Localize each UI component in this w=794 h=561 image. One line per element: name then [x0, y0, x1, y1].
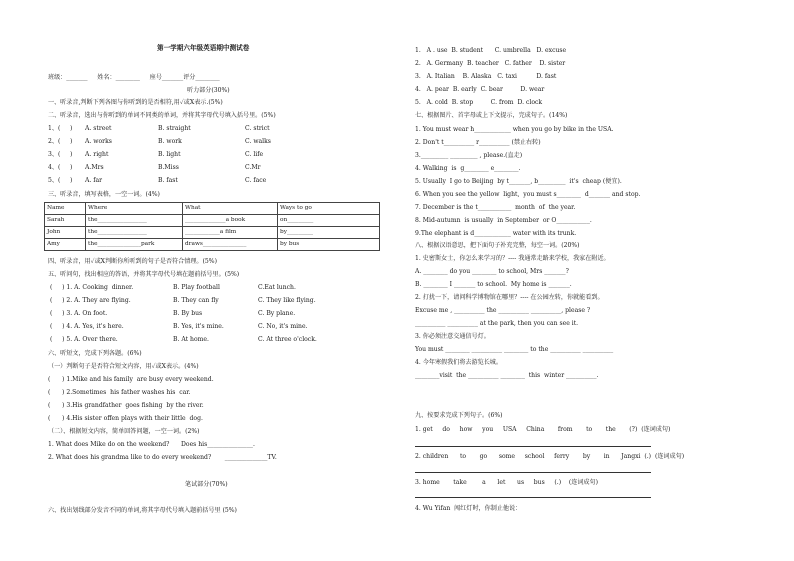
question-number: 2、( )	[48, 138, 73, 145]
option-c: C.Mr	[245, 164, 261, 171]
exam-title: 第一学期六年级英语期中测试卷	[157, 44, 250, 52]
table-cell: the_______________park	[86, 239, 183, 251]
table-header-cell: Name	[45, 203, 86, 215]
question-line: 2. What does his grandma like to do every weekend? ______________TV.	[48, 454, 277, 461]
translation-item: 1. 史密斯女士，你怎么来学习的？---- 我通常走路来学校，我家在附近。	[415, 255, 610, 262]
question-option-a: ( ) 2. A. They are flying.	[50, 297, 131, 304]
section-7-title: 七、根据图片、首字母或上下文提示，完成句子。(14%)	[415, 112, 568, 119]
option-c: C. life	[245, 151, 264, 158]
option-c: C. No, it's mine.	[258, 323, 308, 330]
fill-item: 9.The elephant is d____________ water with its trunk.	[415, 230, 577, 237]
option-b: B. Yes, it's mine.	[173, 323, 224, 330]
translation-item: B. ________ I _______ to school. My home is _______.	[415, 281, 572, 288]
table-header-cell: Where	[86, 203, 183, 215]
fill-item: 6. When you see the yellow light, you must s________ d_______ and stop.	[415, 191, 641, 198]
table-cell: by bus	[278, 239, 380, 251]
reorder-question: 3. home take a let us bus (.) (连词成句)	[415, 479, 598, 486]
table-cell: John	[45, 227, 86, 239]
option-a: A. far	[85, 177, 103, 184]
listening-header: 听力部分(30%)	[187, 87, 230, 94]
option-b: B. fast	[158, 177, 178, 184]
option-b: B. By bus	[173, 310, 203, 317]
question-option-a: ( ) 4. A. Yes, it's here.	[50, 323, 124, 330]
translation-item: 3. 你必须注意交通信号灯。	[415, 333, 490, 340]
phonics-item: 3. A. Italian B. Alaska C. taxi D. fast	[415, 73, 557, 80]
section-6-1-title: （一）判断句子是否符合短文内容，用✓或X表示。(4%)	[48, 363, 199, 370]
option-c: C.Eat lunch.	[258, 284, 296, 291]
table-header-row	[45, 203, 380, 215]
translation-item: A. ________ do you ________ to school, Mrs _______?	[415, 268, 569, 275]
fill-item: 8. Mid-autumn is usually in September or O___________.	[415, 217, 592, 224]
option-b: B. Play football	[173, 284, 220, 291]
section-6-title: 六、听短文，完成下列各题。(6%)	[48, 350, 142, 357]
translation-item: __________ __________ at the park, then you can see it.	[415, 320, 579, 327]
table-cell: ____________a film	[183, 227, 278, 239]
translation-item: You must ________ __________ ________ to the __________ __________	[415, 346, 614, 353]
judge-item: ( ) 2.Sometimes his father washes his car.	[48, 389, 191, 396]
option-a: A.Mrs	[85, 164, 104, 171]
question-option-a: ( ) 3. A. On foot.	[50, 310, 108, 317]
option-b: B. At home.	[173, 336, 209, 343]
question-number: 4、( )	[48, 164, 73, 171]
table-cell: the_________________	[86, 227, 183, 239]
reorder-question: 1. get do how you USA China from to the (?) (连词成句)	[415, 426, 671, 433]
option-b: B. light	[158, 151, 181, 158]
written-header: 笔试部分(70%)	[185, 481, 228, 488]
answer-line	[415, 472, 651, 473]
section-5-title: 五、听问句，找出相应的答语，并将其字母代号填在题前括号里。(5%)	[48, 271, 240, 278]
translation-item: Excuse me , __________ the __________ __________, please ?	[415, 307, 591, 314]
judge-item: ( ) 1.Mike and his family are busy every weekend.	[48, 376, 214, 383]
judge-item: ( ) 3.His grandfather goes fishing by the river.	[48, 402, 204, 409]
section-6-2-title: （二）、根据短文内容，简单回答问题，一空一词。(2%)	[48, 428, 200, 435]
table-cell: ______________a book	[183, 215, 278, 227]
judge-item: ( ) 4.His sister offen plays with their little dog.	[48, 415, 203, 422]
section-4-title: 四、听录音，用✓或X判断你所听到的句子是否符合情理。(5%)	[48, 258, 217, 265]
section-phonics-title: 六、找出划线部分发音不同的单词,将其字母代号填入题前括号里 (5%)	[48, 507, 237, 514]
section-8-title: 八、根据汉语意思，把下面句子补充完整，每空一词。(20%)	[415, 242, 580, 249]
reorder-question: 2. children to go some school ferry by in Jangxi (.) (连词成句)	[415, 453, 685, 460]
question-option-a: ( ) 1. A. Cooking dinner.	[50, 284, 134, 291]
question-option-a: ( ) 5. A. Over there.	[50, 336, 118, 343]
fill-item: 5. Usually I go to Beijing by t_______, b_________ it's cheap (便宜).	[415, 178, 622, 185]
fill-item: 3._________ _________ , please.(直走)	[415, 152, 523, 159]
phonics-item: 2. A. Germany B. teacher C. father D. sister	[415, 60, 566, 67]
fill-item: 2. Don't t__________ r__________ (禁止右转)	[415, 139, 541, 146]
right-column	[400, 0, 794, 561]
question-number: 3、( )	[48, 151, 73, 158]
section-2-title: 二、听录音，选出与你听到的单词不同类的单词，并将其字母代号填入括号里。(5%)	[48, 112, 276, 119]
question-number: 1、( )	[48, 125, 73, 132]
option-a: A. right	[85, 151, 109, 158]
fill-item: 7. December is the t___________ month of the year.	[415, 204, 576, 211]
question-number: 5、( )	[48, 177, 73, 184]
phonics-item: 4. A. pear B. early C. bear D. wear	[415, 86, 545, 93]
table-header-cell: What	[183, 203, 278, 215]
section-1-title: 一、听录音,判断下列各图与你听到的是否相符,用✓或X表示.(5%)	[48, 99, 223, 106]
fill-table	[44, 202, 380, 251]
table-row	[45, 239, 380, 251]
option-c: C. They like flying.	[258, 297, 316, 304]
table-cell: Amy	[45, 239, 86, 251]
answer-line	[415, 446, 651, 447]
table-cell: on_________	[278, 215, 380, 227]
option-a: A. works	[85, 138, 112, 145]
table-cell: draws_______________	[183, 239, 278, 251]
option-c: C. At three o'clock.	[258, 336, 317, 343]
option-a: A. street	[85, 125, 112, 132]
table-cell: the_________________	[86, 215, 183, 227]
option-c: C. strict	[245, 125, 270, 132]
phonics-item: 1. A . use B. student C. umbrella D. excuse	[415, 47, 567, 54]
translation-item: ________visit the __________ ________ this winter __________.	[415, 372, 599, 379]
table-header-cell: Ways to go	[278, 203, 380, 215]
option-c: C. walks	[245, 138, 271, 145]
table-cell: Sarah	[45, 215, 86, 227]
option-c: C. face	[245, 177, 267, 184]
student-info-line: 班级：_______ 姓名：________ 座号_______评分________	[48, 74, 220, 81]
option-b: B. They can fly	[173, 297, 219, 304]
translation-item: 2. 打扰一下，请问科学博物馆在哪里？---- 在公园左转，你就能看到。	[415, 294, 604, 301]
option-b: B.Miss	[158, 164, 179, 171]
table-cell: by_________	[278, 227, 380, 239]
fill-item: 1. You must wear h____________ when you go by bike in the USA.	[415, 126, 614, 133]
phonics-item: 5. A. cold B. stop C. from D. clock	[415, 99, 543, 106]
reorder-question: 4. Wu Yifan 闯红灯时，你制止他说：	[415, 505, 522, 512]
option-c: C. By plane.	[258, 310, 296, 317]
answer-line	[415, 497, 651, 498]
option-b: B. straight	[158, 125, 191, 132]
table-row	[45, 215, 380, 227]
option-b: B. work	[158, 138, 182, 145]
section-3-title: 三、听录音，填写表格，一空一词。(4%)	[48, 191, 160, 198]
translation-item: 4. 今年寒假我们将去游览长城。	[415, 359, 502, 366]
fill-item: 4. Walking is g________ e________.	[415, 165, 521, 172]
question-line: 1. What does Mike do on the weekend? Does his_______________.	[48, 441, 255, 448]
section-9-title: 九、按要求完成下列句子。(6%)	[415, 412, 503, 419]
table-row	[45, 227, 380, 239]
